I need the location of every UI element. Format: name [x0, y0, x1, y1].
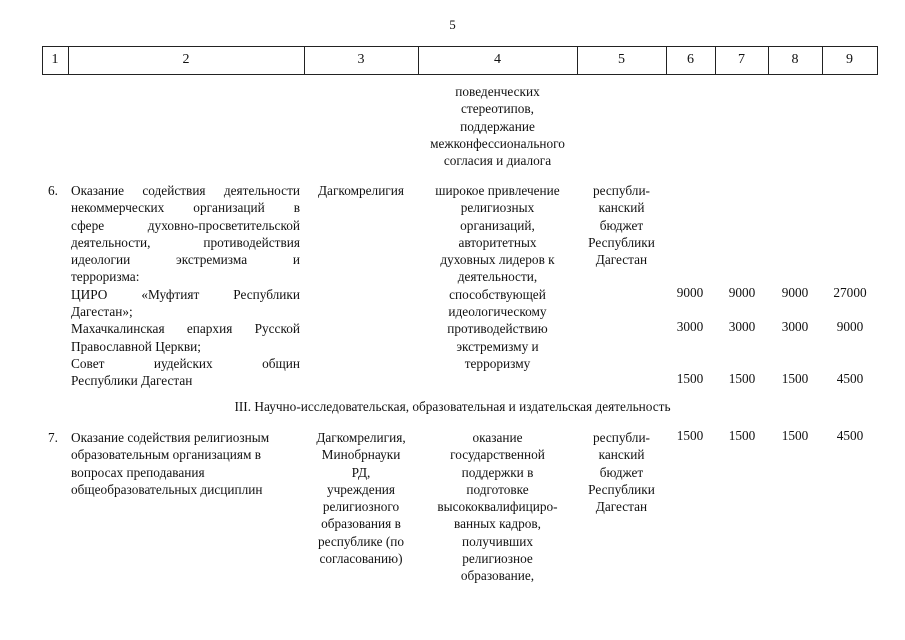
row6-value-cell: 3000 [728, 319, 756, 334]
row6-col3: Дагкомрелигия [317, 183, 404, 198]
header-cell-7: 7 [738, 52, 745, 67]
row7-col5: республи- канский бюджет Республики Дагестан [588, 430, 655, 515]
row6-value-cell: 9000 [728, 285, 756, 300]
page-number: 5 [449, 17, 456, 32]
header-bottom-rule [42, 74, 878, 75]
row7-value-cell: 1500 [728, 428, 756, 443]
row6-value-cell: 1500 [781, 371, 809, 386]
row6-value-cell: 1500 [728, 371, 756, 386]
row6-value-cell: 9000 [836, 319, 864, 334]
header-cell-6: 6 [687, 52, 694, 67]
row7-number: 7. [48, 430, 58, 445]
carry-over-col4: поведенческих стереотипов, поддержание межконфессионального согласия и диалога [430, 84, 565, 169]
header-cell-5: 5 [618, 52, 625, 67]
header-cell-9: 9 [846, 52, 853, 67]
row7-col3: Дагкомрелигия, Минобрнауки РД, учреждения религиозного образования в республике (по согласованию) [316, 430, 406, 567]
header-cell-2: 2 [182, 52, 190, 67]
row6-value-cell: 3000 [676, 319, 704, 334]
header-cell-1: 1 [51, 52, 59, 67]
row7-value-cell: 1500 [676, 428, 704, 443]
row7-col4: оказание государственной поддержки в подготовке высококвалифициро- ванных кадров, получивших религиозное образование, [437, 430, 558, 584]
row7-value-cell: 4500 [836, 428, 864, 443]
header-cell-3: 3 [357, 52, 365, 67]
section-heading: III. Научно-исследовательская, образовательная и издательская деятельность [234, 399, 671, 414]
row6-number: 6. [48, 183, 58, 198]
row6-value-cell: 27000 [833, 285, 867, 300]
row6-col5: республи- канский бюджет Республики Дагестан [588, 183, 655, 268]
header-cell-8: 8 [791, 52, 799, 67]
row6-value-cell: 3000 [781, 319, 809, 334]
row6-value-cell: 4500 [836, 371, 864, 386]
row6-value-cell: 1500 [676, 371, 704, 386]
header-cell-4: 4 [494, 52, 501, 67]
row6-value-cell: 9000 [781, 285, 809, 300]
header-divider [877, 46, 878, 74]
row7-value-cell: 1500 [781, 428, 809, 443]
row6-value-cell: 9000 [676, 285, 704, 300]
row7-col2: Оказание содействия религиозным образовательным организациям в вопросах преподавания общеобразовательных дисциплин [71, 430, 270, 497]
row6-col4: широкое привлечение религиозных организаций, авторитетных духовных лидеров к деятельности, способствующей идеологическому противодействию экстремизму и терроризму [435, 183, 560, 371]
row6-col2: Оказание содействия деятельности некоммерческих организаций в сфере духовно-просветительской деятельности, противодействия идеологии экстремизма и терроризма: ЦИРО «Муфтият Республики Дагестан»; Махачкалинская епархия Русской Православной Церкви; Совет иудейских общин Республики Дагестан [71, 183, 300, 389]
